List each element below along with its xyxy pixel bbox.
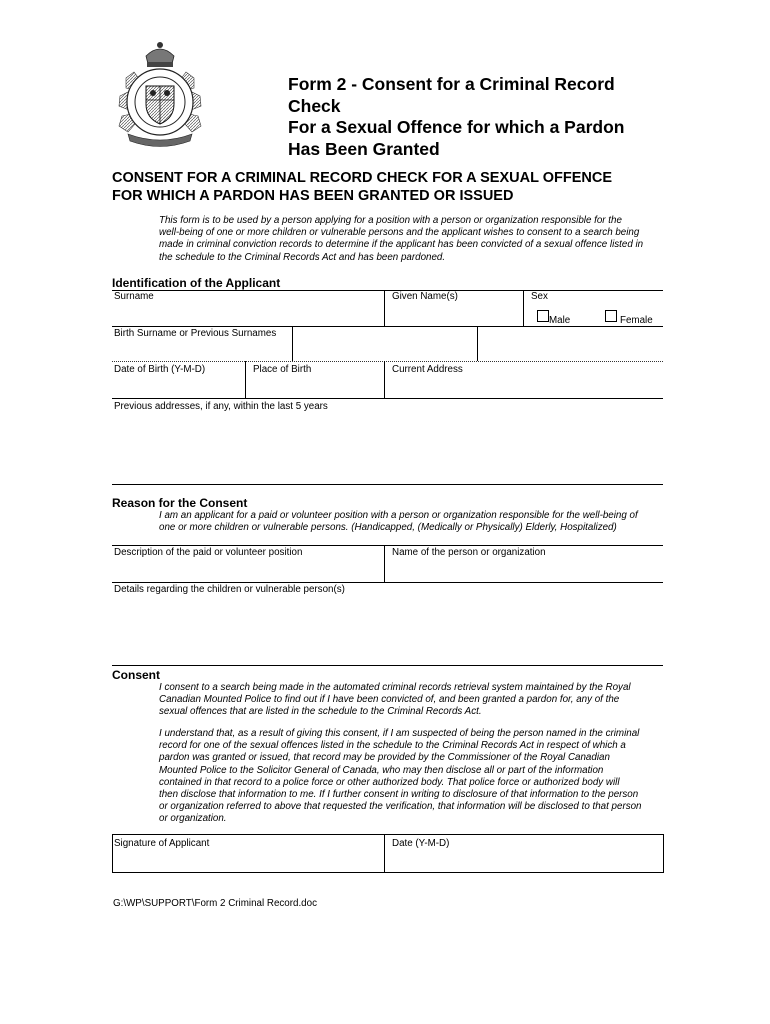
position-description-label: Description of the paid or volunteer position: [114, 547, 303, 558]
birth-surname-field-1[interactable]: [293, 326, 477, 361]
position-description-field[interactable]: [112, 546, 384, 582]
place-of-birth-label: Place of Birth: [253, 364, 312, 375]
consent-line: or organization.: [159, 813, 227, 825]
heading-line: CONSENT FOR A CRIMINAL RECORD CHECK FOR A SEXUAL OFFENCE: [112, 170, 612, 186]
consent-line: Mounted Police to the Solicitor General of Canada, who may then disclose all or part of the information: [159, 764, 604, 776]
consent-line: or organization referred to above that requested the verification, that information will be disclosed to that person: [159, 801, 642, 813]
female-checkbox[interactable]: [605, 310, 617, 322]
birth-surname-field-2[interactable]: [478, 326, 663, 361]
female-label: Female: [620, 315, 653, 326]
form-title: [288, 74, 688, 160]
intro-paragraph: [159, 215, 664, 264]
consent-line: I understand that, as a result of giving this consent, if I am suspected of being the person named in the criminal: [159, 728, 640, 739]
intro-line: This form is to be used by a person applying for a position with a person or organization responsible for the: [159, 215, 622, 226]
consent-line: contained in that record to a police force or other authorized body. That police force or authorized body will: [159, 776, 620, 788]
consent-line: then disclose that information to me. If I further consent in writing to disclosure of that information to the person: [159, 789, 639, 801]
previous-addresses-field[interactable]: [112, 414, 663, 484]
given-names-field[interactable]: [385, 290, 523, 326]
signature-label: Signature of Applicant: [114, 838, 210, 849]
title-line: Form 2 - Consent for a Criminal Record: [288, 74, 615, 94]
consent-line: record for one of the sexual offences listed in the schedule to the Criminal Records Act in respect of which a: [159, 740, 626, 752]
title-line: For a Sexual Offence for which a Pardon: [288, 117, 625, 137]
dob-field[interactable]: [112, 362, 245, 398]
surname-field[interactable]: [112, 290, 384, 326]
details-field[interactable]: [112, 597, 663, 665]
reason-line: one or more children or vulnerable persons. (Handicapped, (Medically or Physically) Elderly, Hospitalized): [159, 522, 617, 534]
birth-surname-label: Birth Surname or Previous Surnames: [114, 328, 277, 339]
details-label: Details regarding the children or vulnerable person(s): [114, 584, 345, 595]
consent-paragraph-2: [159, 728, 664, 826]
surname-label: Surname: [114, 291, 154, 302]
current-address-label: Current Address: [392, 364, 463, 375]
consent-section-title: Consent: [112, 668, 160, 682]
intro-line: made in criminal conviction records to determine if the applicant has been convicted of a sexual offence listed in: [159, 239, 644, 251]
title-line: Has Been Granted: [288, 138, 440, 159]
consent-line: pardon was granted or issued, that record may be provided by the Commissioner of the Royal Canadian: [159, 752, 610, 764]
intro-line: the schedule to the Criminal Records Act and has been pardoned.: [159, 251, 446, 263]
reason-section-title: Reason for the Consent: [112, 496, 248, 510]
consent-paragraph-1: [159, 682, 664, 719]
organization-name-label: Name of the person or organization: [392, 547, 546, 558]
dob-label: Date of Birth (Y-M-D): [114, 364, 206, 375]
date-label: Date (Y-M-D): [392, 838, 450, 849]
file-path-footer: G:\WP\SUPPORT\Form 2 Criminal Record.doc: [113, 898, 317, 909]
reason-paragraph: [159, 510, 664, 534]
intro-line: well-being of one or more children or vulnerable persons and the applicant wishes to consent to a search being: [159, 227, 640, 239]
date-field[interactable]: [385, 835, 661, 871]
heading-line: FOR WHICH A PARDON HAS BEEN GRANTED OR ISSUED: [112, 188, 514, 204]
male-label: Male: [549, 315, 571, 326]
consent-line: sexual offences that are listed in the schedule to the Criminal Records Act.: [159, 706, 482, 718]
given-names-label: Given Name(s): [392, 291, 458, 302]
consent-line: Canadian Mounted Police to find out if I have been convicted of, and been granted a pardon for, any of the: [159, 694, 620, 706]
title-line: Check: [288, 95, 341, 116]
sex-label: Sex: [531, 291, 548, 302]
place-of-birth-field[interactable]: [246, 362, 384, 398]
signature-field[interactable]: [113, 835, 383, 871]
previous-addresses-label: Previous addresses, if any, within the last 5 years: [114, 401, 328, 412]
police-crest-logo: [112, 38, 208, 150]
male-checkbox[interactable]: [537, 310, 549, 322]
current-address-field[interactable]: [385, 362, 663, 398]
reason-line: I am an applicant for a paid or volunteer position with a person or organization responsible for the well-being of: [159, 510, 638, 521]
form-heading: [112, 169, 672, 205]
organization-name-field[interactable]: [385, 546, 663, 582]
identification-section-title: Identification of the Applicant: [112, 276, 281, 290]
consent-line: I consent to a search being made in the automated criminal records retrieval system maintained by the Royal: [159, 682, 631, 693]
